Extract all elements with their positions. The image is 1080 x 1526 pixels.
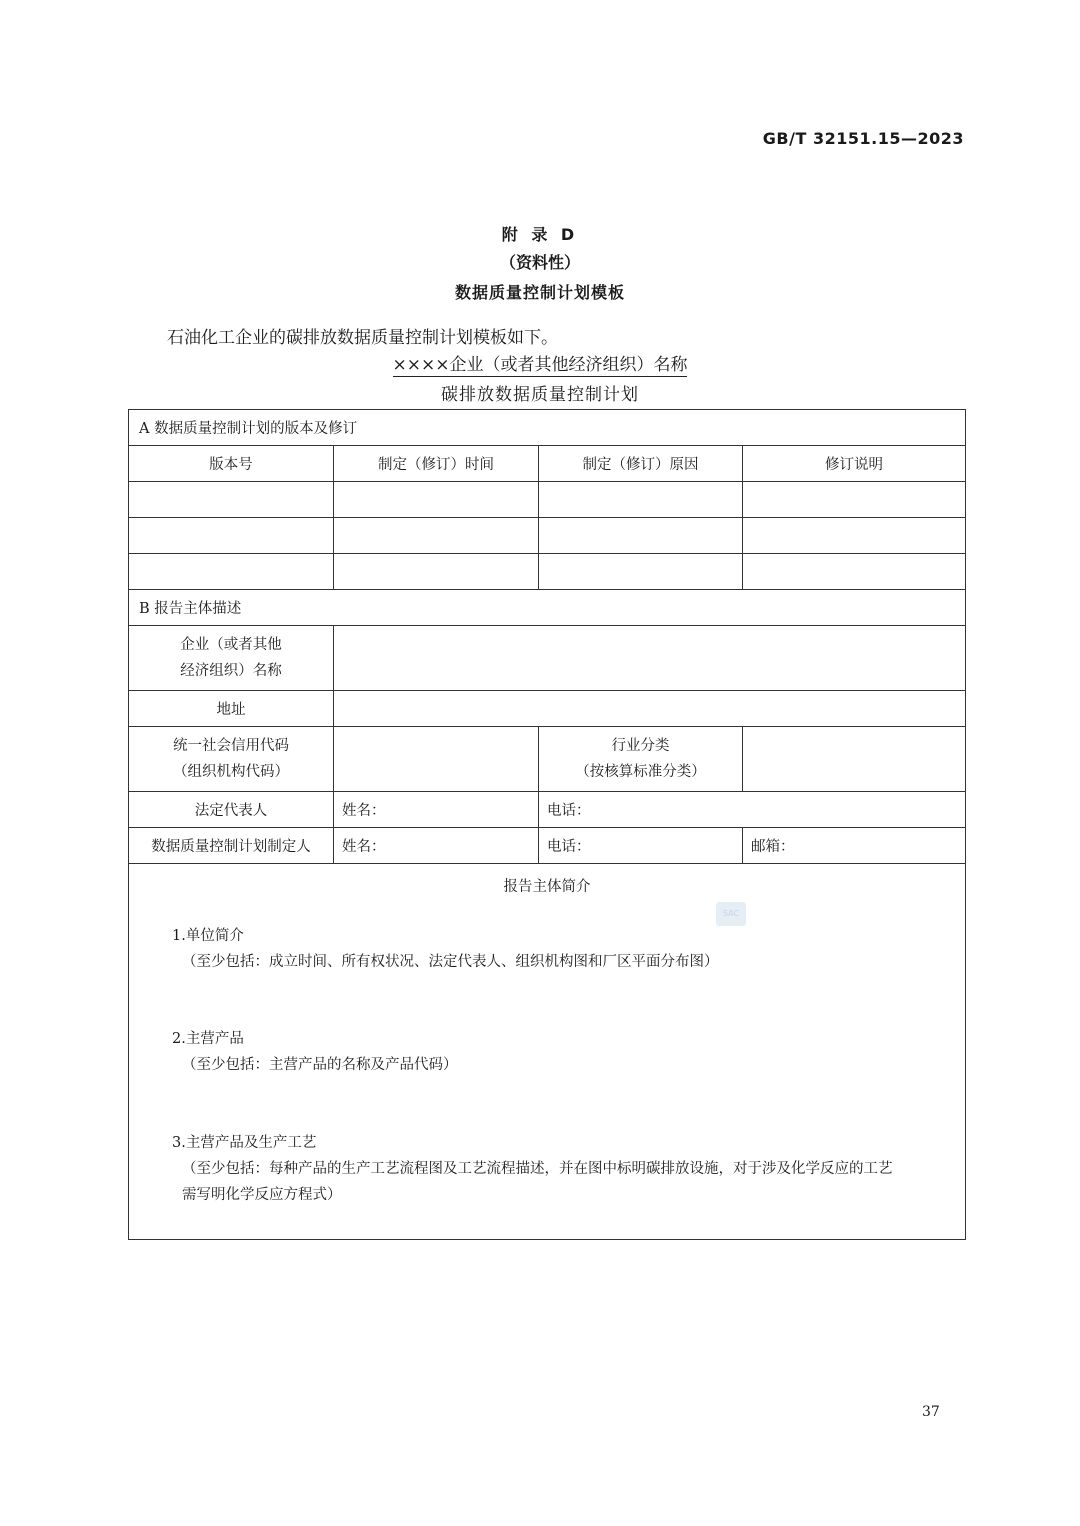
plan-maker-label: 数据质量控制计划制定人 bbox=[129, 828, 334, 864]
legal-rep-label: 法定代表人 bbox=[129, 792, 334, 828]
note-cell[interactable] bbox=[743, 518, 966, 554]
col-version-header: 版本号 bbox=[129, 446, 334, 482]
item-3-title: 3.主营产品及生产工艺 bbox=[172, 1135, 317, 1151]
reason-cell[interactable] bbox=[539, 518, 743, 554]
industry-label-line1: 行业分类 bbox=[611, 738, 670, 754]
version-cell[interactable] bbox=[129, 518, 334, 554]
quality-plan-table bbox=[128, 409, 966, 1240]
plan-title: 碳排放数据质量控制计划 bbox=[441, 385, 639, 405]
name-label: 姓名： bbox=[342, 839, 386, 855]
item-1-block bbox=[172, 923, 719, 975]
plan-maker-email[interactable] bbox=[743, 828, 966, 864]
time-cell[interactable] bbox=[334, 518, 539, 554]
time-cell[interactable] bbox=[334, 554, 539, 590]
col-reason-header: 制定（修订）原因 bbox=[539, 446, 743, 482]
address-value[interactable] bbox=[334, 691, 966, 727]
col-note-header: 修订说明 bbox=[743, 446, 966, 482]
org-name-text: ××××企业（或者其他经济组织）名称 bbox=[392, 355, 688, 375]
table-row bbox=[129, 554, 966, 590]
item-3-block bbox=[172, 1130, 893, 1208]
standard-number: GB/T 32151.15—2023 bbox=[762, 129, 964, 148]
item-2-desc: （至少包括：主营产品的名称及产品代码） bbox=[182, 1057, 458, 1073]
item-1-desc: （至少包括：成立时间、所有权状况、法定代表人、组织机构图和厂区平面分布图） bbox=[182, 954, 719, 970]
credit-code-label-line2: （组织机构代码） bbox=[173, 764, 289, 780]
plan-maker-phone[interactable] bbox=[539, 828, 743, 864]
appendix-title: 附 录 D bbox=[501, 225, 579, 244]
legal-rep-name[interactable] bbox=[334, 792, 539, 828]
appendix-name: 数据质量控制计划模板 bbox=[454, 283, 625, 302]
item-1-title: 1.单位简介 bbox=[172, 928, 244, 944]
credit-code-label bbox=[129, 727, 334, 792]
org-name-line bbox=[0, 350, 1080, 375]
intro-paragraph: 石油化工企业的碳排放数据质量控制计划模板如下。 bbox=[167, 328, 558, 348]
reason-cell[interactable] bbox=[539, 554, 743, 590]
reason-cell[interactable] bbox=[539, 482, 743, 518]
industry-value[interactable] bbox=[743, 727, 966, 792]
page-number: 37 bbox=[922, 1404, 940, 1420]
phone-label: 电话： bbox=[547, 803, 591, 819]
note-cell[interactable] bbox=[743, 482, 966, 518]
appendix-type: （资料性） bbox=[499, 253, 580, 272]
name-label: 姓名： bbox=[342, 803, 386, 819]
item-2-title: 2.主营产品 bbox=[172, 1031, 244, 1047]
section-a-header: A 数据质量控制计划的版本及修订 bbox=[129, 410, 966, 446]
org-name-label-line1: 企业（或者其他 bbox=[180, 637, 282, 653]
item-3-desc-line2: 需写明化学反应方程式） bbox=[182, 1187, 342, 1203]
org-name-value[interactable] bbox=[334, 626, 966, 691]
item-2-block bbox=[172, 1026, 458, 1078]
time-cell[interactable] bbox=[334, 482, 539, 518]
table-row bbox=[129, 518, 966, 554]
version-cell[interactable] bbox=[129, 554, 334, 590]
credit-code-value[interactable] bbox=[334, 727, 539, 792]
industry-label bbox=[539, 727, 743, 792]
org-name-label bbox=[129, 626, 334, 691]
col-time-header: 制定（修订）时间 bbox=[334, 446, 539, 482]
credit-code-label-line1: 统一社会信用代码 bbox=[173, 738, 289, 754]
table-row bbox=[129, 482, 966, 518]
org-name-label-line2: 经济组织）名称 bbox=[180, 663, 282, 679]
plan-maker-name[interactable] bbox=[334, 828, 539, 864]
sac-watermark-logo: SAC bbox=[716, 902, 746, 926]
item-3-desc-line1: （至少包括：每种产品的生产工艺流程图及工艺流程描述，并在图中标明碳排放设施，对于涉及化学反应的工艺 bbox=[182, 1161, 893, 1177]
legal-rep-phone[interactable] bbox=[539, 792, 966, 828]
version-cell[interactable] bbox=[129, 482, 334, 518]
phone-label: 电话： bbox=[547, 839, 591, 855]
industry-label-line2: （按核算标准分类） bbox=[575, 764, 706, 780]
intro-title: 报告主体简介 bbox=[503, 879, 591, 895]
section-b-header: B 报告主体描述 bbox=[129, 590, 966, 626]
note-cell[interactable] bbox=[743, 554, 966, 590]
email-label: 邮箱： bbox=[751, 839, 795, 855]
address-label: 地址 bbox=[129, 691, 334, 727]
